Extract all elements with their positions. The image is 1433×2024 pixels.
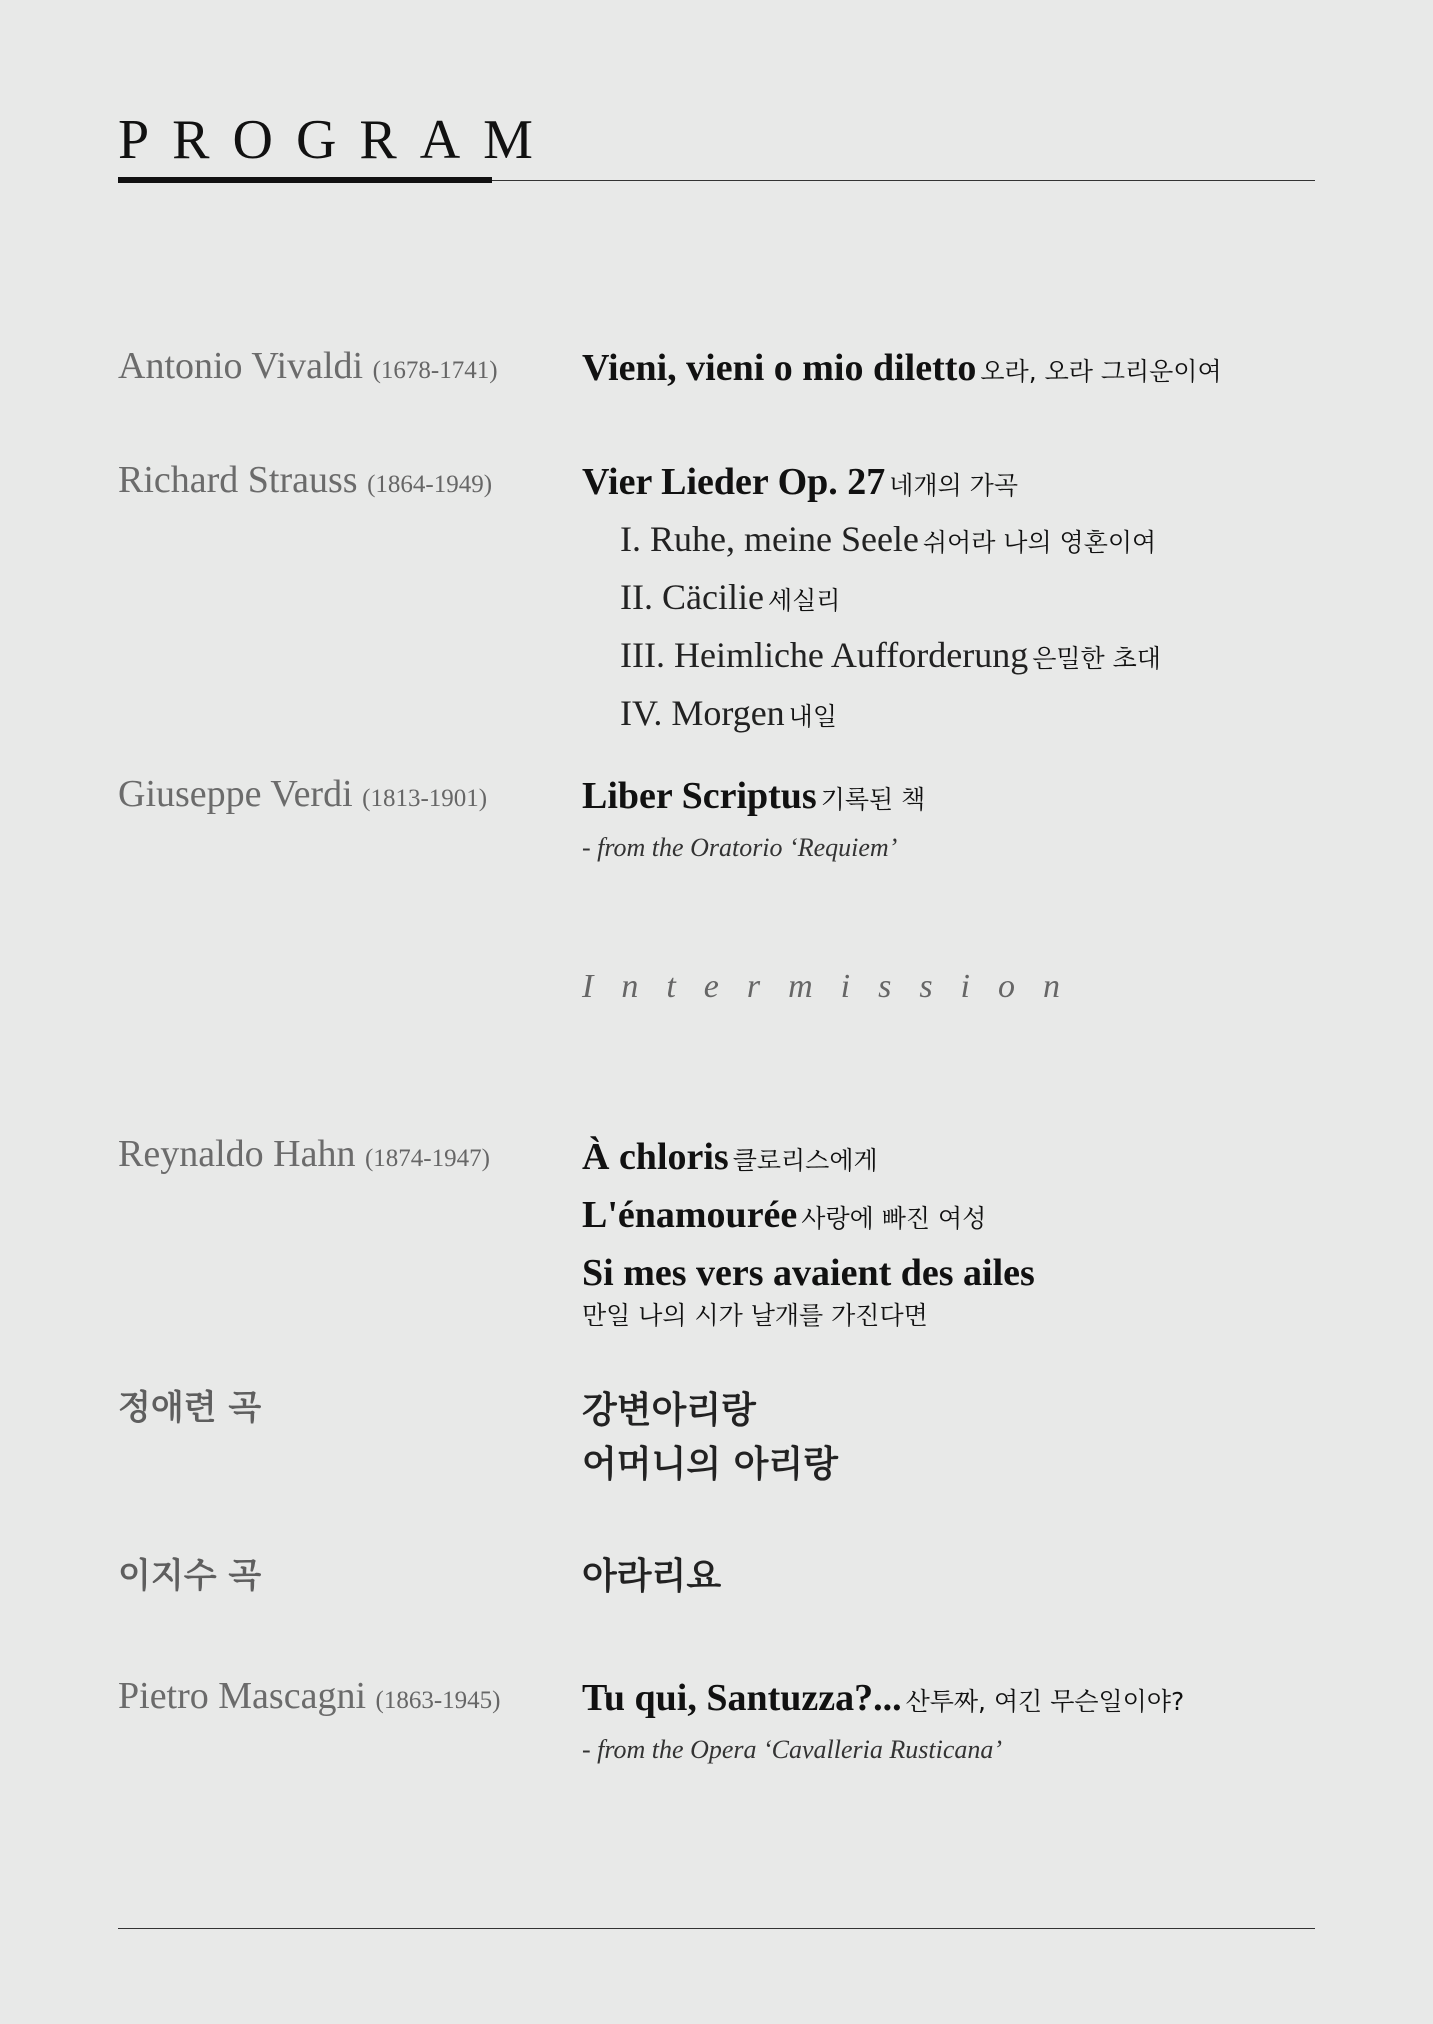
work-title-korean: 네개의 가곡 — [889, 471, 1018, 500]
work-title-korean: 산투짜, 여긴 무슨일이야? — [905, 1687, 1185, 1716]
composer-years: (1874-1947) — [364, 1145, 490, 1172]
composer-years: (1678-1741) — [372, 357, 498, 384]
list-item: III. Heimliche Aufforderung 은밀한 초대 — [620, 635, 1161, 675]
composer-name: Antonio Vivaldi — [118, 345, 364, 387]
composer-hahn — [118, 1132, 490, 1181]
composer-lee: 이지수 곡 — [118, 1556, 262, 1596]
list-item: L'énamourée 사랑에 빠진 여성 — [582, 1194, 987, 1236]
composer-name: Pietro Mascagni — [118, 1675, 367, 1717]
header-divider — [492, 180, 1315, 181]
list-item: 어머니의 아리랑 — [582, 1444, 838, 1485]
composer-vivaldi — [118, 344, 498, 393]
composer-name: Giuseppe Verdi — [118, 773, 353, 815]
work-title: Tu qui, Santuzza?... — [582, 1677, 902, 1719]
composer-years: (1864-1949) — [367, 471, 493, 498]
program-header — [118, 108, 1315, 188]
composer-mascagni — [118, 1674, 501, 1723]
page-title: PROGRAM — [118, 109, 556, 171]
work-mascagni — [582, 1674, 1184, 1770]
composer-years: (1813-1901) — [362, 785, 488, 812]
work-title: Liber Scriptus — [582, 775, 817, 817]
list-item: I. Ruhe, meine Seele 쉬어라 나의 영혼이여 — [620, 519, 1157, 559]
list-item: À chloris 클로리스에게 — [582, 1136, 878, 1178]
work-source-note: - from the Oratorio ‘Requiem’ — [582, 833, 898, 862]
list-item: II. Cäcilie 세실리 — [620, 577, 841, 617]
work-lee — [582, 1550, 721, 1604]
work-jeong — [582, 1384, 838, 1492]
composer-jeong: 정애련 곡 — [118, 1388, 262, 1428]
intermission-label: Intermission — [582, 968, 1088, 1005]
list-item: Si mes vers avaient des ailes 만일 나의 시가 날개를 가진다면 — [582, 1252, 1035, 1330]
composer-strauss — [118, 458, 492, 507]
work-title: Vieni, vieni o mio diletto — [582, 347, 977, 389]
work-strauss — [582, 458, 1161, 746]
composer-name: Reynaldo Hahn — [118, 1133, 356, 1175]
work-source-note: - from the Opera ‘Cavalleria Rusticana’ — [582, 1735, 1003, 1764]
work-hahn — [582, 1132, 1035, 1334]
title-underline — [118, 177, 492, 183]
work-verdi — [582, 772, 925, 868]
composer-verdi — [118, 772, 487, 821]
list-item: IV. Morgen 내일 — [620, 693, 837, 733]
footer-divider — [118, 1928, 1315, 1929]
composer-name: Richard Strauss — [118, 459, 358, 501]
list-item: 강변아리랑 — [582, 1390, 756, 1431]
song-list — [582, 514, 1161, 746]
work-title: Vier Lieder Op. 27 — [582, 461, 886, 503]
work-title-korean: 기록된 책 — [820, 785, 926, 814]
work-title-korean: 오라, 오라 그리운이여 — [980, 357, 1222, 386]
work-vivaldi — [582, 344, 1222, 400]
composer-years: (1863-1945) — [375, 1687, 501, 1714]
list-item: 아라리요 — [582, 1556, 722, 1597]
